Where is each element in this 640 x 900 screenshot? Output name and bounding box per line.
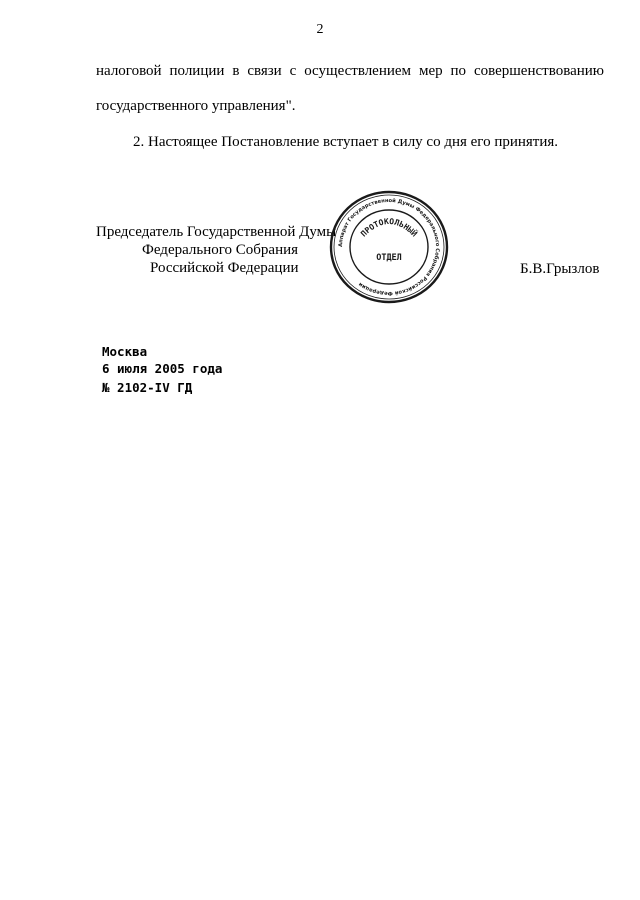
signatory-title-line-3: Российской Федерации: [150, 260, 299, 276]
footer-document-number: № 2102-IV ГД: [102, 380, 193, 395]
svg-text:Аппарат Государственной Думы Ф: [338, 197, 440, 297]
stamp-ring-text: Аппарат Государственной Думы Федерального Собрания Российской Федерации: [337, 197, 441, 297]
stamp-center-text-top: ПРОТОКОЛЬНЫЙ: [359, 216, 419, 239]
paragraph-continuation-line-1: налоговой полиции в связи с осуществлением мер по совершенствованию: [96, 63, 604, 79]
paragraph-2: 2. Настоящее Постановление вступает в силу со дня его принятия.: [133, 134, 559, 150]
svg-text:ПРОТОКОЛЬНЫЙ: [359, 217, 420, 239]
signatory-title-line-2: Федерального Собрания: [142, 242, 299, 258]
official-stamp: [328, 189, 450, 305]
footer-date: 6 июля 2005 года: [102, 361, 223, 376]
page-number: 2: [316, 22, 324, 37]
signer-name: Б.В.Грызлов: [520, 261, 600, 277]
footer-city: Москва: [102, 344, 148, 359]
paragraph-continuation-line-2: государственного управления".: [96, 98, 296, 114]
stamp-center-text-bottom: ОТДЕЛ: [376, 253, 402, 263]
signatory-title-line-1: Председатель Государственной Думы: [96, 224, 337, 240]
